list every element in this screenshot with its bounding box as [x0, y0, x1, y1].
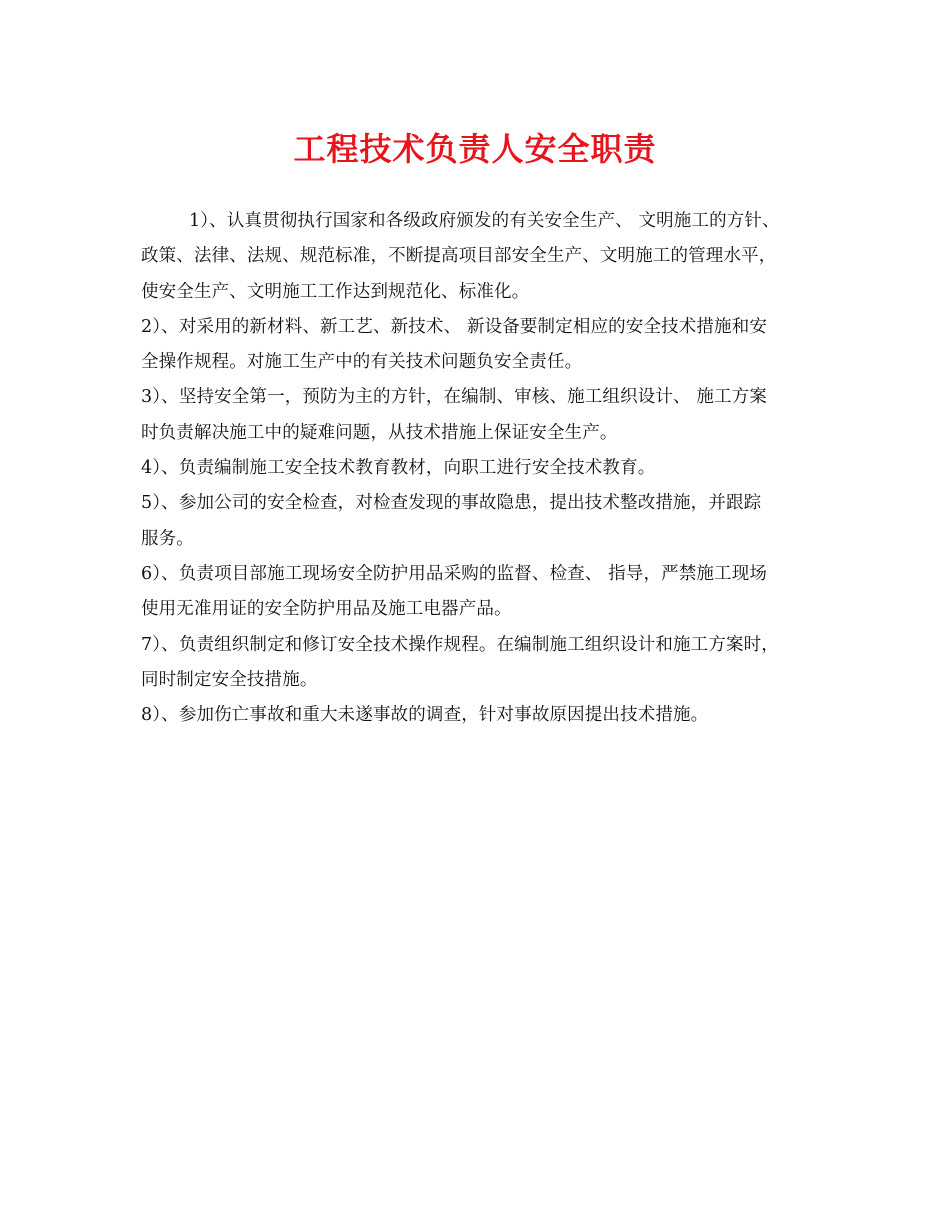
document-title: 工程技术负责人安全职责 [293, 130, 657, 168]
paragraph-4-line-1: 4）、负责编制施工安全技术教育教材，向职工进行安全技术教育。 [141, 458, 656, 479]
paragraph-1-line-2: 政策、法律、法规、规范标准，不断提高项目部安全生产、文明施工的管理水平， [141, 246, 777, 267]
paragraph-8-line-1: 8）、参加伤亡事故和重大未遂事故的调查，针对事故原因提出技术措施。 [141, 705, 709, 726]
paragraph-2-line-1: 2）、对采用的新材料、新工艺、新技术、 新设备要制定相应的安全技术措施和安 [141, 316, 767, 337]
paragraph-7-line-1: 7）、负责组织制定和修订安全技术操作规程。在编制施工组织设计和施工方案时， [141, 634, 779, 655]
paragraph-7-line-2: 同时制定安全技措施。 [141, 669, 318, 690]
paragraph-1-line-3: 使安全生产、文明施工工作达到规范化、标准化。 [141, 281, 530, 302]
paragraph-5-line-2: 服务。 [141, 528, 194, 549]
paragraph-2-line-2: 全操作规程。对施工生产中的有关技术问题负安全责任。 [141, 352, 583, 373]
paragraph-1-line-1: 1）、认真贯彻执行国家和各级政府颁发的有关安全生产、 文明施工的方针、 [189, 211, 780, 231]
paragraph-3-line-2: 时负责解决施工中的疑难问题，从技术措施上保证安全生产。 [141, 422, 618, 443]
paragraph-3-line-1: 3）、坚持安全第一，预防为主的方针，在编制、审核、施工组织设计、 施工方案 [141, 387, 767, 408]
paragraph-5-line-1: 5）、参加公司的安全检查，对检查发现的事故隐患，提出技术整改措施，并跟踪 [141, 493, 762, 514]
paragraph-6-line-2: 使用无准用证的安全防护用品及施工电器产品。 [141, 599, 512, 620]
paragraph-6-line-1: 6）、负责项目部施工现场安全防护用品采购的监督、检查、 指导，严禁施工现场 [141, 563, 767, 584]
document-body [141, 204, 839, 733]
